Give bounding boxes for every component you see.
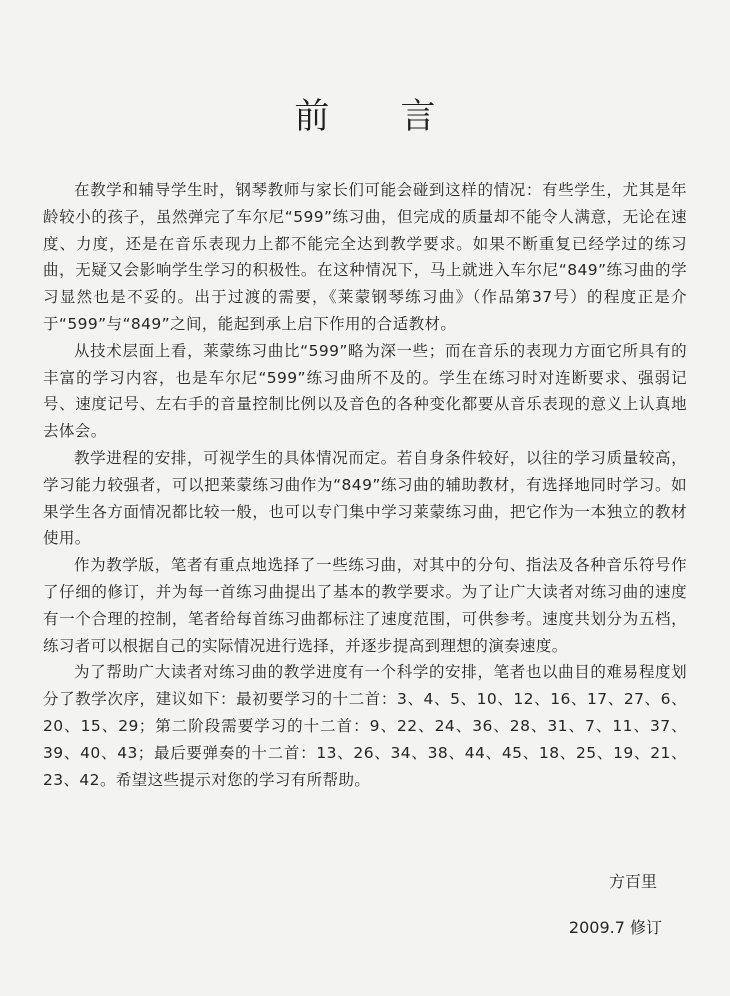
paragraph-2: 从技术层面上看，莱蒙练习曲比“599”略为深一些；而在音乐的表现力方面它所具有的丰富的学习内容，也是车尔尼“599”练习曲所不及的。学生在练习时对连断要求、强弱记号、速度记号、左右手的音量控制比例以及音色的各种变化都要从音乐表现的意义上认真地去体会。 [43, 341, 687, 441]
page-title: 前 言 [294, 97, 466, 137]
author-name: 方百里 [608, 872, 657, 891]
paragraph-5: 为了帮助广大读者对练习曲的教学进度有一个科学的安排，笔者也以曲目的难易程度划分了教学次序，建议如下：最初要学习的十二首：3、4、5、10、12、16、17、27、6、20、15、29；第二阶段需要学习的十二首：9、22、24、36、28、31、7、11、37、39、40、43；最后要弹奏的十二首：13、26、34、38、44、45、18、25、19、21、23、42。希望这些提示对您的学习有所帮助。 [43, 663, 687, 789]
paragraph-4: 作为教学版，笔者有重点地选择了一些练习曲，对其中的分句、指法及各种音乐符号作了仔细的修订，并为每一首练习曲提出了基本的教学要求。为了让广大读者对练习曲的速度有一个合理的控制，笔者给每首练习曲都标注了速度范围，可供参考。速度共划分为五档，练习者可以根据自己的实际情况进行选择，并逐步提高到理想的演奏速度。 [43, 556, 687, 655]
paragraph-1: 在教学和辅导学生时，钢琴教师与家长们可能会碰到这样的情况：有些学生，尤其是年龄较小的孩子，虽然弹完了车尔尼“599”练习曲，但完成的质量却不能令人满意，无论在速度、力度，还是在音乐表现力上都不能完全达到教学要求。如果不断重复已经学过的练习曲，无疑又会影响学生学习的积极性。在这种情况下，马上就进入车尔尼“849”练习曲的学习显然也是不妥的。出于过渡的需要，《莱蒙钢琴练习曲》（作品第37号）的程度正是介于“599”与“849”之间，能起到承上启下作用的合适教材。 [43, 181, 687, 333]
paragraph-3: 教学进程的安排，可视学生的具体情况而定。若自身条件较好，以往的学习质量较高，学习能力较强者，可以把莱蒙练习曲作为“849”练习曲的辅助教材，有选择地同时学习。如果学生各方面情况都比较一般，也可以专门集中学习莱蒙练习曲，把它作为一本独立的教材使用。 [43, 448, 687, 548]
revision-date: 2009.7 修订 [568, 918, 662, 937]
preface-body [43, 177, 687, 793]
